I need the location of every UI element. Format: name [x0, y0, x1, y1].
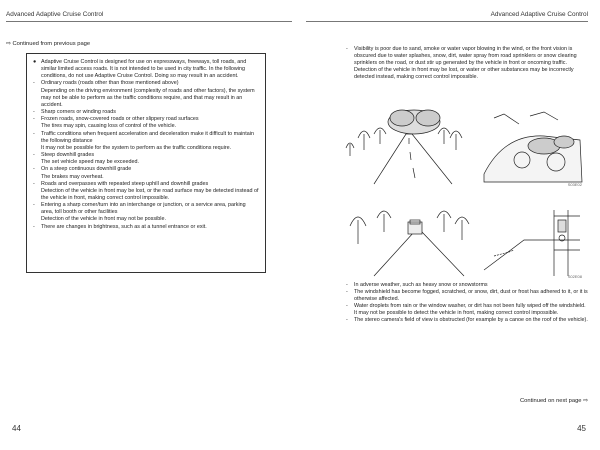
list-item [33, 116, 259, 130]
intro-text: Adaptive Cruise Control is designed for use on expressways, freeways, toll roads, and similar limited access roads. It is not intended to be used in city traffic. In the following conditions, do not use Adaptive Cruise Control. Doing so may result in an accident. [41, 59, 247, 80]
list-item [33, 202, 259, 223]
warning-box [26, 53, 266, 273]
condition-list-top [346, 46, 588, 81]
continued-on-next-page-label: Continued on next page ⇨ [519, 398, 588, 404]
dash-marker: - [33, 109, 35, 116]
list-item-detail: It may not be possible to detect the vehicle in front, making correct control impossible. [354, 310, 559, 317]
list-item-body [41, 224, 259, 231]
list-item-body [41, 166, 259, 180]
list-item-body [354, 67, 588, 81]
list-item [346, 67, 588, 81]
list-item [33, 166, 259, 180]
list-item-text: Steep downhill grades [41, 152, 95, 159]
list-item [346, 303, 588, 317]
header-rule [6, 21, 292, 22]
list-item [33, 181, 259, 202]
list-item [33, 152, 259, 166]
list-item-detail: Depending on the driving environment (complexity of roads and other factors), the system may not be able to perform as the traffic conditions require, and that may result in an accident. [41, 87, 255, 108]
dash-marker: - [33, 80, 35, 87]
list-item-text: Roads and overpasses with repeated steep uphill and downhill grades [41, 180, 209, 187]
dash-marker: - [33, 180, 35, 187]
list-item-text: Frozen roads, snow-covered roads or other slippery road surfaces [41, 116, 199, 123]
bullet-icon: ● [33, 59, 37, 65]
page-number: 44 [12, 424, 21, 433]
figure-code: S02E08 [567, 274, 582, 279]
list-item-text: On a steep continuous downhill grade [41, 166, 132, 173]
intro-paragraph [33, 59, 259, 80]
list-item-detail: The set vehicle speed may be exceeded. [41, 159, 139, 166]
list-item [33, 109, 259, 116]
list-item-text: Detection of the vehicle in front may be lost, or water or other substances may be incorrectly detected instead, making correct control impossible. [354, 67, 574, 81]
illustration-svg [344, 190, 588, 280]
continued-from-label: ⇨ Continued from previous page [6, 41, 91, 47]
figure-code: S03E02 [567, 182, 582, 187]
dash-marker: - [33, 152, 35, 159]
illustration-svg [344, 104, 588, 188]
illustration-road-conditions [344, 190, 588, 280]
list-item [346, 282, 588, 289]
right-page [300, 0, 600, 450]
dash-marker: - [33, 116, 35, 123]
list-item [346, 289, 588, 303]
illustration-poor-visibility [344, 104, 588, 188]
dash-marker: - [346, 303, 348, 310]
list-item-body [41, 80, 259, 109]
list-item-text: Entering a sharp corner/turn into an interchange or junction, or a service area, parking area, toll booth or other facilities [41, 202, 246, 216]
list-item-text: The stereo camera's field of view is obstructed (for example by a canoe on the roof of the vehicle). [354, 317, 588, 324]
dash-marker: - [33, 130, 35, 137]
condition-list [33, 80, 259, 230]
dash-marker: - [33, 223, 35, 230]
list-item-detail: The brakes may overheat. [41, 173, 104, 180]
list-item-detail: Detection of the vehicle in front may be lost, or the road surface may be detected instead of the vehicle in front, making correct control impossible. [41, 187, 259, 201]
list-item-text: There are changes in brightness, such as at a tunnel entrance or exit. [41, 223, 207, 230]
list-item-text: Sharp corners or winding roads [41, 109, 116, 116]
list-item-detail: The tires may spin, causing loss of control of the vehicle. [41, 123, 177, 130]
dash-marker: - [33, 202, 35, 209]
list-item-body [354, 282, 588, 289]
list-item [33, 131, 259, 152]
page-number: 45 [577, 424, 586, 433]
list-item [33, 224, 259, 231]
list-item-detail: It may not be possible for the system to perform as the traffic conditions require. [41, 144, 232, 151]
list-item-body [354, 317, 588, 324]
list-item-body [41, 181, 259, 202]
dash-marker: - [33, 166, 35, 173]
list-item-text: Traffic conditions when frequent acceleration and deceleration make it difficult to maintain the following distance [41, 130, 254, 144]
list-item-body [354, 46, 588, 67]
list-item-body [354, 303, 588, 317]
list-item [346, 46, 588, 67]
dash-marker [346, 67, 354, 81]
header-rule [306, 21, 588, 22]
list-item-text: Water droplets from rain or the window washer, or dirt has not been fully wiped off the windshield. [354, 303, 586, 310]
dash-marker: - [346, 317, 348, 324]
list-item-text: In adverse weather, such as heavy snow or snowstorms [354, 282, 488, 288]
condition-list-bottom [346, 282, 588, 325]
list-item-body [354, 289, 588, 303]
list-item-text: Visibility is poor due to sand, smoke or water vapor blowing in the wind, or the front vision is obscured due to water splashes, snow, dirt, water spray from road sprinklers or snow clearing sprinklers on the road, or dust stir up generated by the vehicle in front or oncoming traffic. [354, 46, 577, 67]
page-header: Advanced Adaptive Cruise Control [6, 11, 104, 18]
dash-marker: - [346, 282, 348, 288]
list-item-body [41, 202, 259, 223]
dash-marker: - [346, 289, 348, 296]
list-item-detail: Detection of the vehicle in front may not be possible. [41, 216, 166, 223]
dash-marker: - [346, 46, 348, 52]
list-item [33, 80, 259, 109]
list-item-body [41, 131, 259, 152]
list-item-body [41, 152, 259, 166]
list-item-text: Ordinary roads (roads other than those mentioned above) [41, 80, 179, 87]
list-item-text: The windshield has become fogged, scratched, or snow, dirt, dust or frost has adhered to it, or it is otherwise affected. [354, 289, 588, 303]
list-item-body [41, 116, 259, 130]
list-item-body [41, 109, 259, 116]
list-item [346, 317, 588, 324]
page-header: Advanced Adaptive Cruise Control [490, 11, 588, 18]
